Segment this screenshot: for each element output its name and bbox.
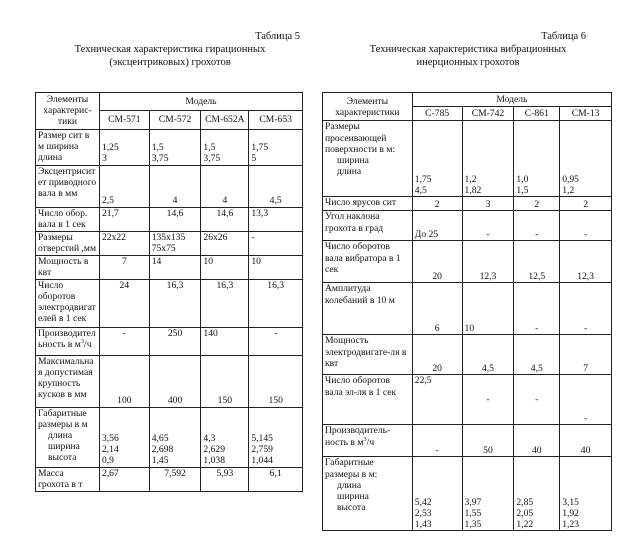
- row-label: [36, 327, 100, 355]
- cell: 13,3: [249, 207, 303, 231]
- table6-number: Таблица 6: [541, 31, 586, 42]
- cell: 24: [99, 279, 149, 327]
- row-label: [323, 457, 413, 531]
- table-row: [36, 327, 303, 355]
- table6-header-elements: Элементы характеристики: [323, 93, 413, 121]
- table-row: [323, 211, 612, 241]
- cell: 16,3: [249, 279, 303, 327]
- cell: 22x22: [99, 231, 149, 255]
- cell: -: [560, 375, 612, 425]
- table5-header-model: Модель: [99, 93, 302, 111]
- table5-title-line2: (эксцентриковых) грохотов: [109, 57, 231, 68]
- cell: 400: [149, 355, 201, 407]
- cell: -: [249, 327, 303, 355]
- cell: 14,6: [201, 207, 249, 231]
- cell: 10: [462, 283, 514, 335]
- cell: 40: [514, 425, 560, 457]
- cell: 16,3: [149, 279, 201, 327]
- cell: 12,3: [560, 241, 612, 283]
- cell: 2: [412, 197, 462, 211]
- cell: 140: [201, 327, 249, 355]
- table-row: [36, 255, 303, 279]
- table5-header-elements: Элементы характерис-тики: [36, 93, 100, 130]
- cell: -: [99, 327, 149, 355]
- cell: 12,5: [514, 241, 560, 283]
- label-sub: длина: [337, 479, 362, 491]
- table5-model: СМ-653: [249, 111, 303, 129]
- cell: 2,85 2,05 1,22: [514, 457, 560, 531]
- label-sub: длина: [337, 166, 362, 178]
- cell: 7: [560, 335, 612, 375]
- cell: 6: [412, 283, 462, 335]
- cell: 150: [201, 355, 249, 407]
- cell: -: [560, 211, 612, 241]
- cell: -: [514, 211, 560, 241]
- cell: -: [412, 425, 462, 457]
- table5: [35, 92, 303, 492]
- cell: 1,2 1,82: [462, 121, 514, 197]
- cell: 3: [462, 197, 514, 211]
- cell: 100: [99, 355, 149, 407]
- label-text: /ч: [84, 338, 92, 350]
- cell: 4,5: [249, 165, 303, 207]
- label-text: Габаритные размеры в м:: [325, 457, 378, 480]
- cell: 12,3: [462, 241, 514, 283]
- cell: -: [462, 375, 514, 425]
- row-label: [323, 425, 413, 457]
- cell: 7,592: [149, 467, 201, 491]
- cell: 3,56 2,14 0,9: [99, 407, 149, 467]
- table-row: [36, 355, 303, 407]
- table-row: [323, 197, 612, 211]
- table6-title-line2: инерционных грохотов: [416, 57, 520, 68]
- cell: 3,15 1,92 1,23: [560, 457, 612, 531]
- cell: 5,93: [201, 467, 249, 491]
- label-sub: высота: [337, 502, 366, 514]
- cell: 22,5: [412, 375, 462, 425]
- cell: -: [514, 375, 560, 425]
- row-label: Эксцентрисит ет приводного вала в мм: [36, 165, 100, 207]
- cell: 26x26: [201, 231, 249, 255]
- cell: 2: [560, 197, 612, 211]
- table6-model: СМ-742: [462, 107, 514, 121]
- table-row: [36, 231, 303, 255]
- table5-number: Таблица 5: [255, 31, 300, 42]
- table-row: [36, 129, 303, 165]
- cell: 7: [99, 255, 149, 279]
- table-row: [323, 335, 612, 375]
- row-label: [36, 407, 100, 467]
- table-row: [323, 425, 612, 457]
- row-label: Число оборотов электродвигат елей в 1 сек: [36, 279, 100, 327]
- table5-title-line1: Техническая характеристика гирационных: [74, 44, 266, 55]
- label-sub: ширина: [337, 491, 369, 503]
- cell: 4,65 2,698 1,45: [149, 407, 201, 467]
- cell: 1,75 5: [249, 129, 303, 165]
- cell: 4: [201, 165, 249, 207]
- table-row: [36, 279, 303, 327]
- cell: -: [560, 283, 612, 335]
- table-row: [323, 241, 612, 283]
- cell: 20: [412, 241, 462, 283]
- table6-title-line1: Техническая характеристика вибрационных: [369, 44, 567, 55]
- table-row: [323, 375, 612, 425]
- table-row: [36, 467, 303, 491]
- cell: 4,3 2,629 1,038: [201, 407, 249, 467]
- cell: 10: [201, 255, 249, 279]
- cell: 1,5 3,75: [201, 129, 249, 165]
- cell: 21,7: [99, 207, 149, 231]
- table-row: [36, 165, 303, 207]
- row-label: Амплитуда колебаний в 10 м: [323, 283, 413, 335]
- row-label: Число обор. вала в 1 сек: [36, 207, 100, 231]
- row-label: Размеры отверстий ,мм: [36, 231, 100, 255]
- cell: 3,97 1,55 1,35: [462, 457, 514, 531]
- label-sup: 3: [80, 337, 85, 345]
- cell: 1,25 3: [99, 129, 149, 165]
- cell: 4,5: [462, 335, 514, 375]
- cell: 250: [149, 327, 201, 355]
- row-label: Размер сит в м ширина длина: [36, 129, 100, 165]
- label-text: Производитель-ность в м: [325, 425, 391, 448]
- label-text: /ч: [366, 436, 375, 448]
- row-label: Мощность электродвигате-ля в квт: [323, 335, 413, 375]
- cell: 50: [462, 425, 514, 457]
- cell: -: [514, 283, 560, 335]
- cell: 1,75 4,5: [412, 121, 462, 197]
- cell: 40: [560, 425, 612, 457]
- cell: 2,5: [99, 165, 149, 207]
- cell: 1,0 1,5: [514, 121, 560, 197]
- cell: 135x135 75x75: [149, 231, 201, 255]
- row-label: Мощность в квт: [36, 255, 100, 279]
- cell: 16,3: [201, 279, 249, 327]
- table5-model: СМ-571: [99, 111, 149, 129]
- label-text: Производител ьность в м: [38, 327, 96, 350]
- cell: -: [249, 231, 303, 255]
- cell: 4: [149, 165, 201, 207]
- table6: [322, 92, 612, 531]
- cell: 4,5: [514, 335, 560, 375]
- table6-caption: [350, 30, 586, 69]
- row-label: Максимальна я допустимая крупность кусков в мм: [36, 355, 100, 407]
- cell: 14: [149, 255, 201, 279]
- table-row: [36, 407, 303, 467]
- label-sub: ширина: [48, 441, 80, 453]
- label-sub: высота: [48, 452, 77, 464]
- table6-header-model: Модель: [412, 93, 611, 107]
- cell: 20: [412, 335, 462, 375]
- table6-model: СМ-13: [560, 107, 612, 121]
- cell: 2: [514, 197, 560, 211]
- label-text: Размеры просеивающей поверхности в м:: [325, 121, 396, 155]
- table5-caption: [40, 30, 300, 69]
- table-row: [323, 283, 612, 335]
- row-label: Масса грохота в т: [36, 467, 100, 491]
- table6-model: С-785: [412, 107, 462, 121]
- cell: 150: [249, 355, 303, 407]
- row-label: Число оборотов вала эл-ля в 1 сек: [323, 375, 413, 425]
- row-label: Число ярусов сит: [323, 197, 413, 211]
- label-sup: 3: [363, 435, 367, 443]
- cell: -: [462, 211, 514, 241]
- row-label: Число оборотов вала вибратора в 1 сек: [323, 241, 413, 283]
- row-label: [323, 121, 413, 197]
- cell: До 25: [412, 211, 462, 241]
- table5-model: СМ-572: [149, 111, 201, 129]
- label-sub: длина: [48, 430, 73, 442]
- table-row: [36, 207, 303, 231]
- table-row: [323, 121, 612, 197]
- cell: 10: [249, 255, 303, 279]
- row-label: Угол наклона грохота в град: [323, 211, 413, 241]
- cell: 14,6: [149, 207, 201, 231]
- table6-model: С-861: [514, 107, 560, 121]
- label-text: Габаритные размеры в м: [38, 407, 88, 430]
- cell: 2,67: [99, 467, 149, 491]
- table6-header-row: [323, 93, 612, 107]
- table5-header-row: [36, 93, 303, 111]
- cell: 5,145 2,759 1,044: [249, 407, 303, 467]
- cell: 1,5 3,75: [149, 129, 201, 165]
- cell: 0,95 1,2: [560, 121, 612, 197]
- cell: 6,1: [249, 467, 303, 491]
- cell: 5,42 2,53 1,43: [412, 457, 462, 531]
- label-sub: ширина: [337, 155, 369, 167]
- table5-model: СМ-652А: [201, 111, 249, 129]
- table-row: [323, 457, 612, 531]
